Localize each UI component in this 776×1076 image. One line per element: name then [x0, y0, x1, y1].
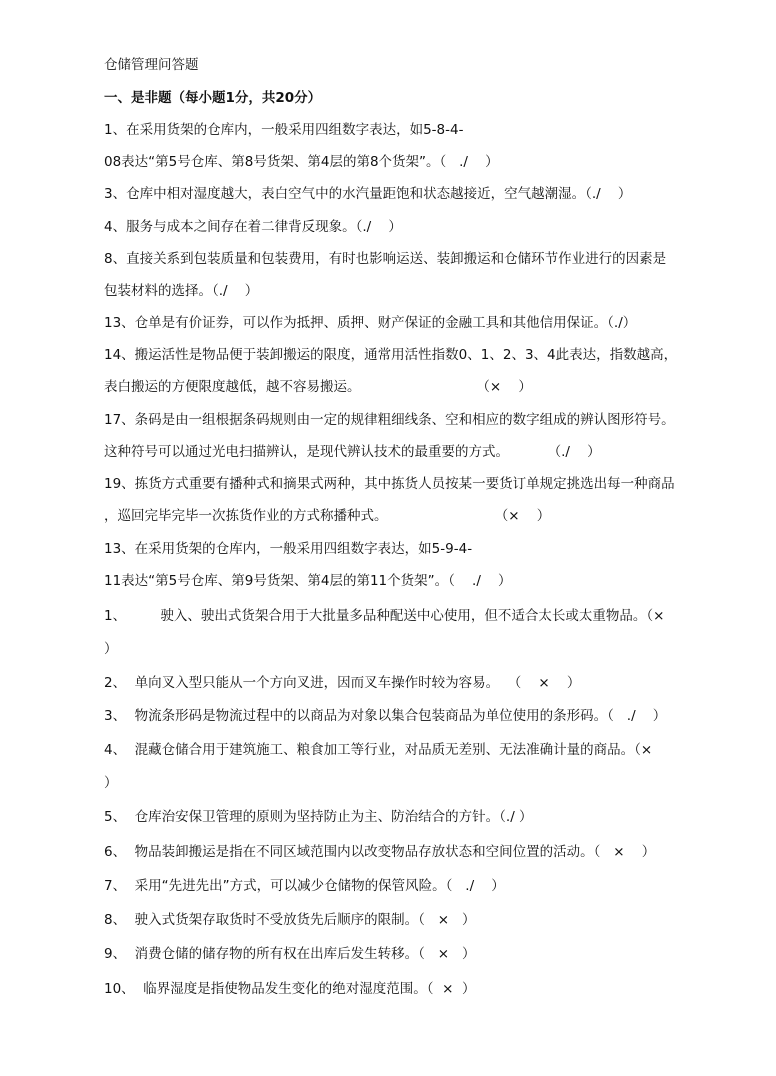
question-line: 17、条码是由一组根据条码规则由一定的规律粗细线条、空和相应的数字组成的辨认图形符号。	[104, 412, 675, 428]
question-line: 8、 驶入式货架存取货时不受放货先后顺序的限制。（ × ）	[104, 912, 476, 928]
question-line: 7、 采用“先进先出”方式，可以减少仓储物的保管风险。（ ./ ）	[104, 878, 505, 894]
question-line: ）	[104, 641, 118, 657]
section-heading: 一、是非题（每小题1分，共20分）	[104, 90, 322, 106]
question-line: 08表达“第5号仓库、第8号货架、第4层的第8个货架”。（ ./ ）	[104, 154, 499, 170]
question-line: 19、拣货方式重要有播种式和摘果式两种，其中拣货人员按某一要货订单规定挑选出每一种商品	[104, 476, 675, 492]
question-line: 8、直接关系到包装质量和包装费用，有时也影响运送、装卸搬运和仓储环节作业进行的因素是	[104, 251, 667, 267]
question-line: 4、 混藏仓储合用于建筑施工、粮食加工等行业，对品质无差别、无法准确计量的商品。（×	[104, 742, 653, 758]
question-line: 5、 仓库治安保卫管理的原则为坚持防止为主、防治结合的方针。（./ ）	[104, 809, 533, 825]
question-line: 1、 驶入、驶出式货架合用于大批量多品种配送中心使用，但不适合太长或太重物品。（×	[104, 608, 665, 624]
question-line: 包装材料的选择。（./ ）	[104, 283, 259, 299]
question-line: 2、 单向叉入型只能从一个方向叉进，因而叉车操作时较为容易。 （ × ）	[104, 675, 581, 691]
question-line: 13、仓单是有价证券，可以作为抵押、质押、财产保证的金融工具和其他信用保证。（./）	[104, 315, 637, 331]
question-line: 4、服务与成本之间存在着二律背反现象。（./ ）	[104, 219, 402, 235]
question-line: 10、 临界湿度是指使物品发生变化的绝对湿度范围。（ × ）	[104, 981, 476, 997]
question-line: 3、仓库中相对湿度越大，表白空气中的水汽量距饱和状态越接近，空气越潮湿。（./ ）	[104, 186, 632, 202]
question-line: 表白搬运的方便限度越低，越不容易搬运。 （× ）	[104, 379, 532, 395]
question-line: 3、 物流条形码是物流过程中的以商品为对象以集合包装商品为单位使用的条形码。（ ./ ）	[104, 708, 667, 724]
question-line: 11表达“第5号仓库、第9号货架、第4层的第11个货架”。（ ./ ）	[104, 573, 512, 589]
question-line: ，巡回完毕完毕一次拣货作业的方式称播种式。 （× ）	[104, 508, 551, 524]
question-line: 1、在采用货架的仓库内，一般采用四组数字表达，如5-8-4-	[104, 122, 464, 138]
question-line: ）	[104, 775, 118, 791]
question-line: 这种符号可以通过光电扫描辨认，是现代辨认技术的最重要的方式。 （./ ）	[104, 444, 601, 460]
document-title: 仓储管理问答题	[104, 57, 199, 73]
question-line: 6、 物品装卸搬运是指在不同区域范围内以改变物品存放状态和空间位置的活动。（ × ）	[104, 844, 656, 860]
question-line: 9、 消费仓储的储存物的所有权在出库后发生转移。（ × ）	[104, 946, 476, 962]
question-line: 14、搬运活性是物品便于装卸搬运的限度，通常用活性指数0、1、2、3、4此表达，指数越高，	[104, 347, 678, 363]
question-line: 13、在采用货架的仓库内，一般采用四组数字表达，如5-9-4-	[104, 541, 473, 557]
